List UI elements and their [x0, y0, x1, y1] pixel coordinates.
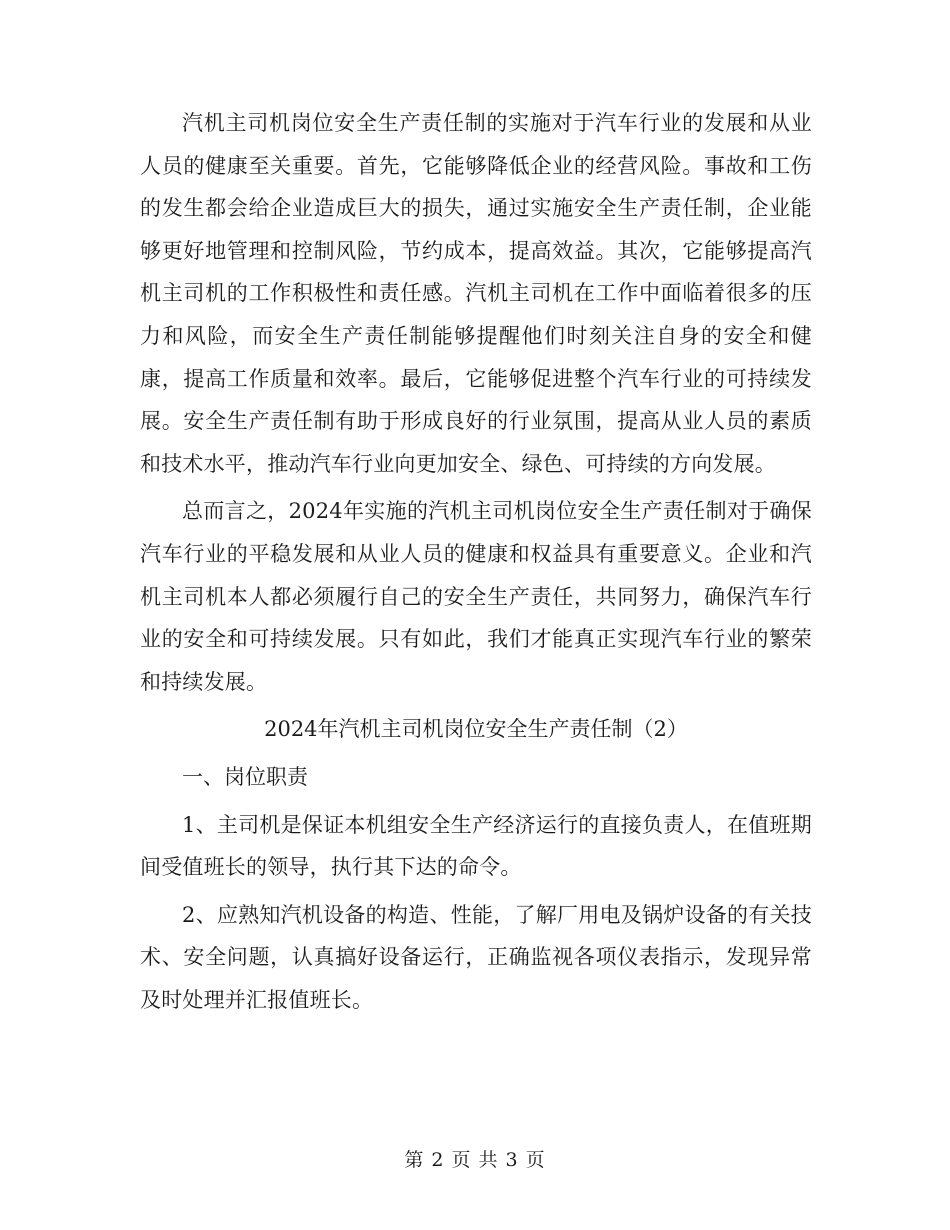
page-footer: 第 2 页 共 3 页	[404, 1149, 546, 1171]
body-paragraph-2: 总而言之，2024年实施的汽机主司机岗位安全生产责任制对于确保汽车行业的平稳发展和从业人员的健康和权益具有重要意义。企业和汽机主司机本人都必须履行自己的安全生产责任，共同努力，确保汽车行业的安全和可持续发展。只有如此，我们才能真正实现汽车行业的繁荣和持续发展。	[140, 499, 812, 694]
page-content	[140, 102, 812, 1021]
duty-item-1: 1、主司机是保证本机组安全生产经济运行的直接负责人，在值班期间受值班长的领导，执行其下达的命令。	[140, 812, 812, 880]
section-title: 一、岗位职责	[182, 764, 308, 789]
body-paragraph-1: 汽机主司机岗位安全生产责任制的实施对于汽车行业的发展和从业人员的健康至关重要。首先，它能够降低企业的经营风险。事故和工伤的发生都会给企业造成巨大的损失，通过实施安全生产责任制，企业能够更好地管理和控制风险，节约成本，提高效益。其次，它能够提高汽机主司机的工作积极性和责任感。汽机主司机在工作中面临着很多的压力和风险，而安全生产责任制能够提醒他们时刻关注自身的安全和健康，提高工作质量和效率。最后，它能够促进整个汽车行业的可持续发展。安全生产责任制有助于形成良好的行业氛围，提高从业人员的素质和技术水平，推动汽车行业向更加安全、绿色、可持续的方向发展。	[140, 111, 812, 476]
section-heading: 2024年汽机主司机岗位安全生产责任制（2）	[264, 717, 688, 742]
duty-item-2: 2、应熟知汽机设备的构造、性能，了解厂用电及锅炉设备的有关技术、安全问题，认真搞好设备运行，正确监视各项仪表指示，发现异常及时处理并汇报值班长。	[140, 902, 812, 1012]
